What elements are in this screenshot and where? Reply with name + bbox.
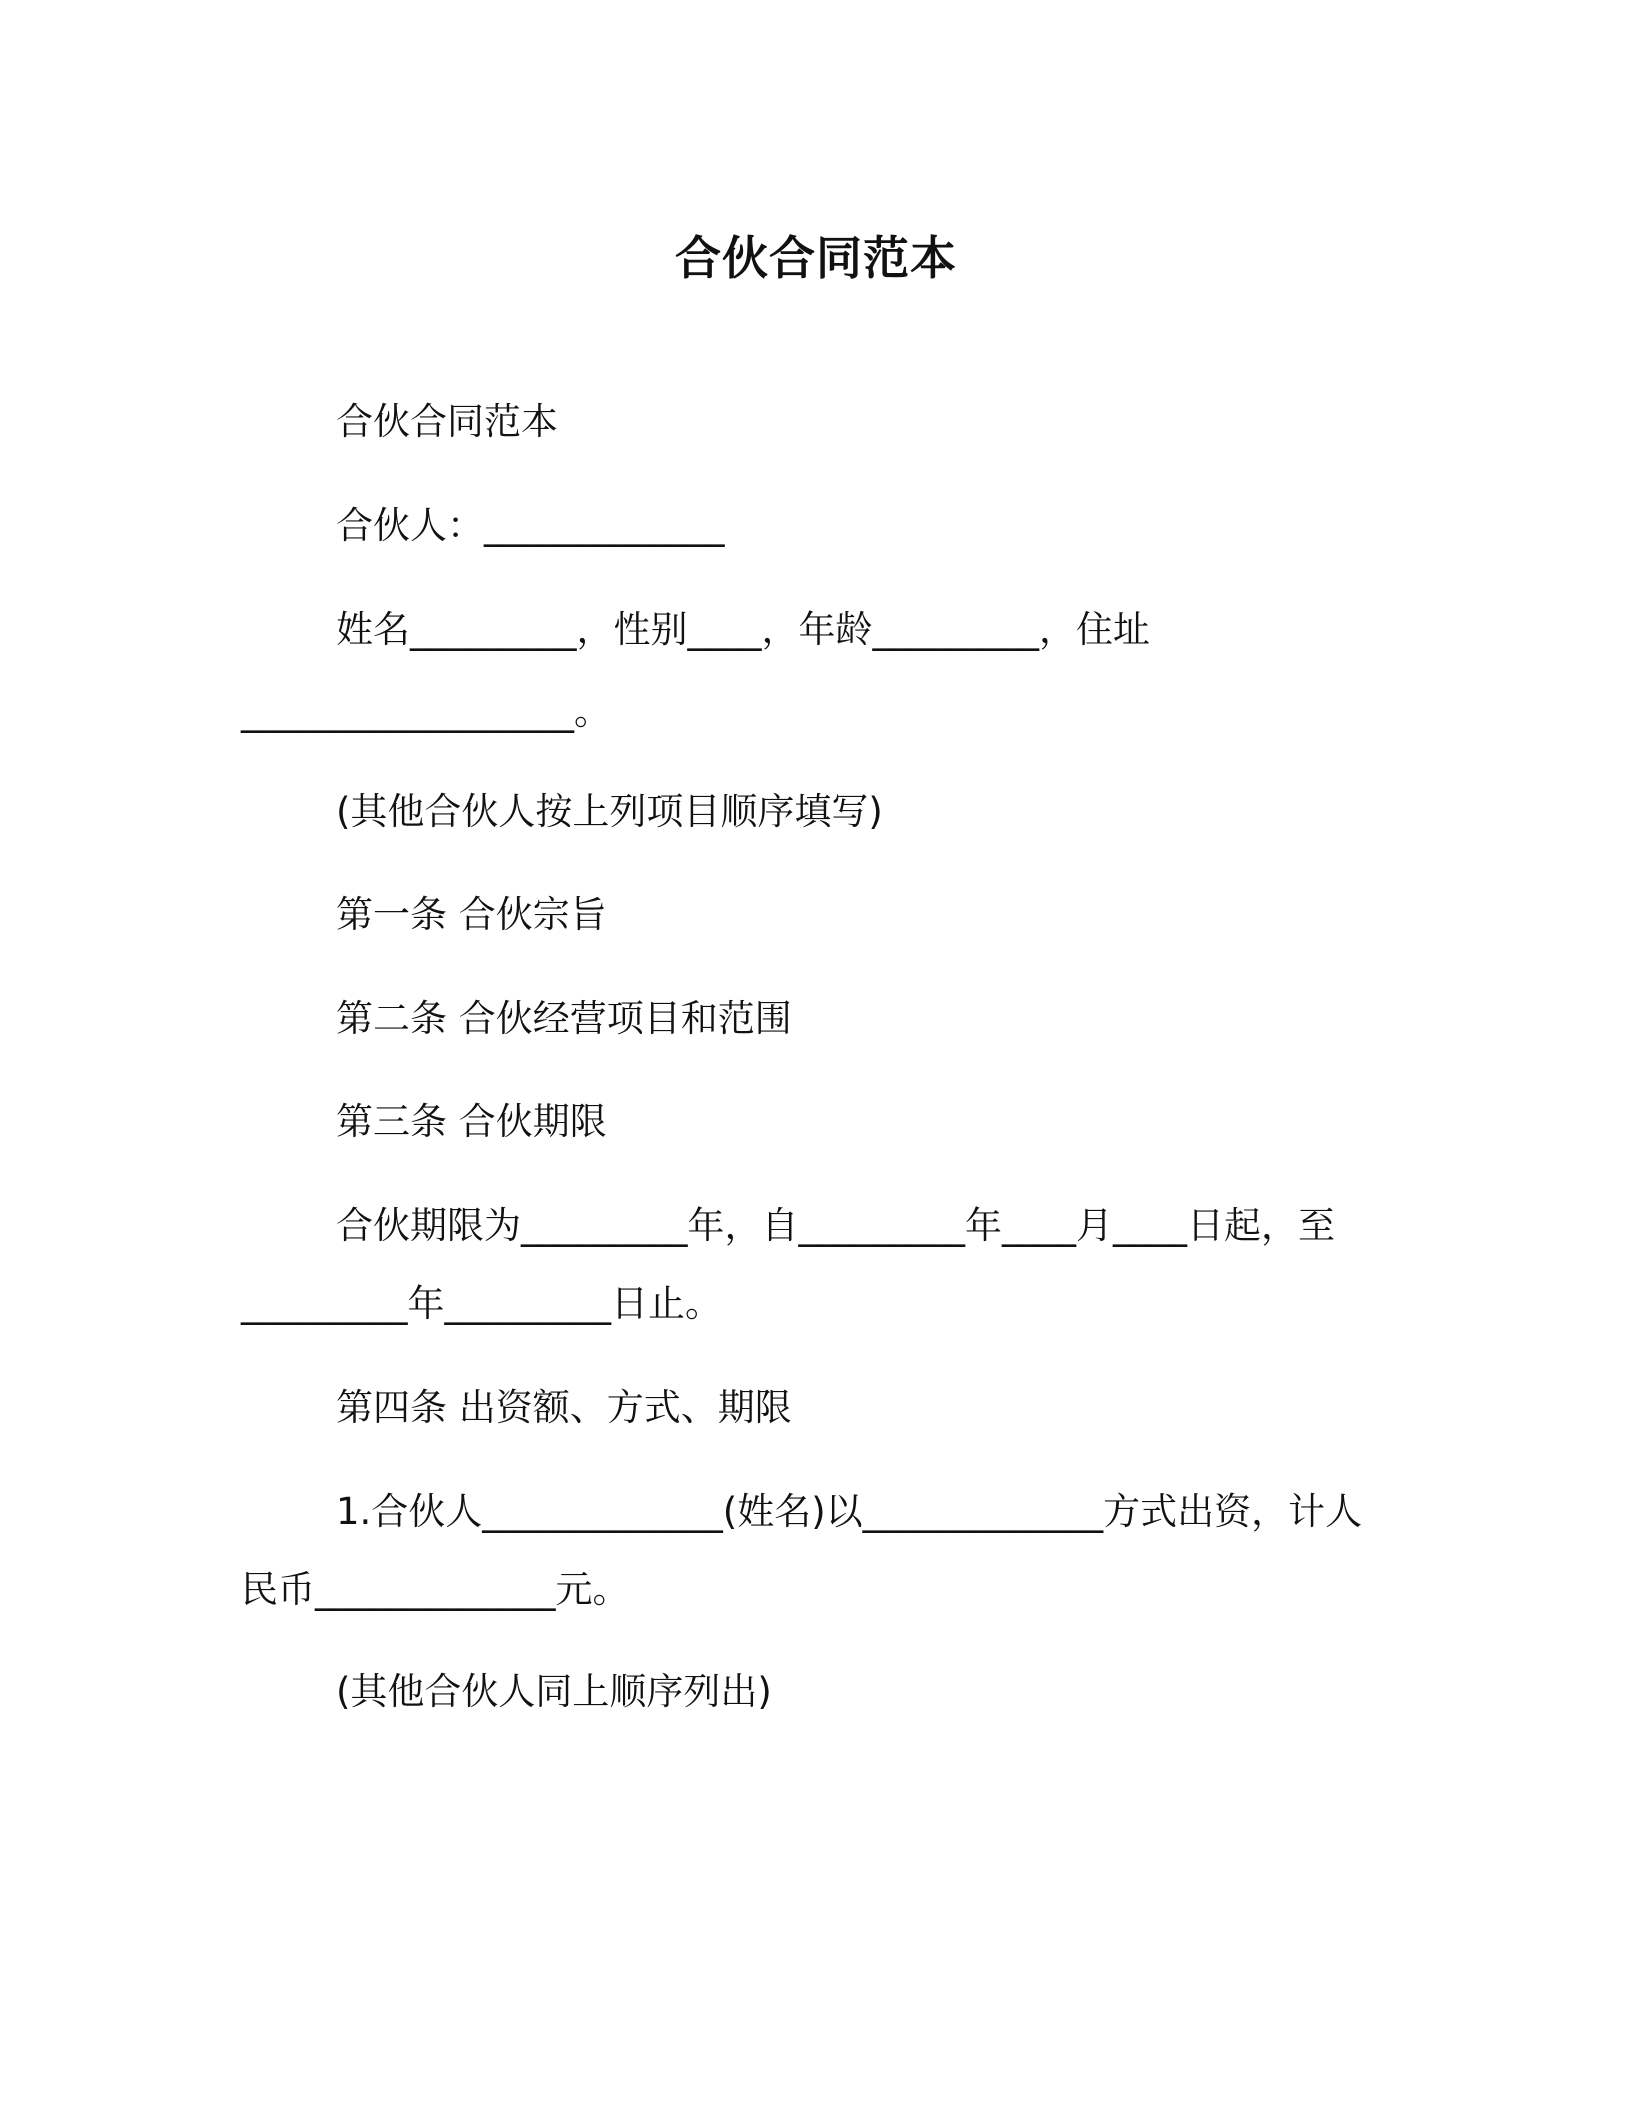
term-line: 合伙期限为_________年，自_________年____月____日起，至 <box>336 1204 1335 1247</box>
other-partners-order-note: (其他合伙人同上顺序列出) <box>336 1670 772 1713</box>
article-1-heading: 第一条 合伙宗旨 <box>336 893 607 936</box>
partner-info-line: 姓名_________，性别____，年龄_________，住址 <box>336 608 1150 651</box>
contribution-line: 1.合伙人_____________(姓名)以_____________方式出资，计人 <box>336 1490 1363 1533</box>
term-continuation-line: _________年_________日止。 <box>241 1282 722 1325</box>
article-2-heading: 第二条 合伙经营项目和范围 <box>336 997 792 1040</box>
subtitle-line: 合伙合同范本 <box>336 400 558 443</box>
article-3-heading: 第三条 合伙期限 <box>336 1100 607 1143</box>
partner-line: 合伙人：_____________ <box>336 504 725 547</box>
article-4-heading: 第四条 出资额、方式、期限 <box>336 1386 792 1429</box>
contribution-continuation-line: 民币_____________元。 <box>241 1568 630 1611</box>
other-partners-note: (其他合伙人按上列项目顺序填写) <box>336 790 883 833</box>
address-continuation-line: __________________。 <box>241 690 611 733</box>
document-title: 合伙合同范本 <box>675 231 957 285</box>
